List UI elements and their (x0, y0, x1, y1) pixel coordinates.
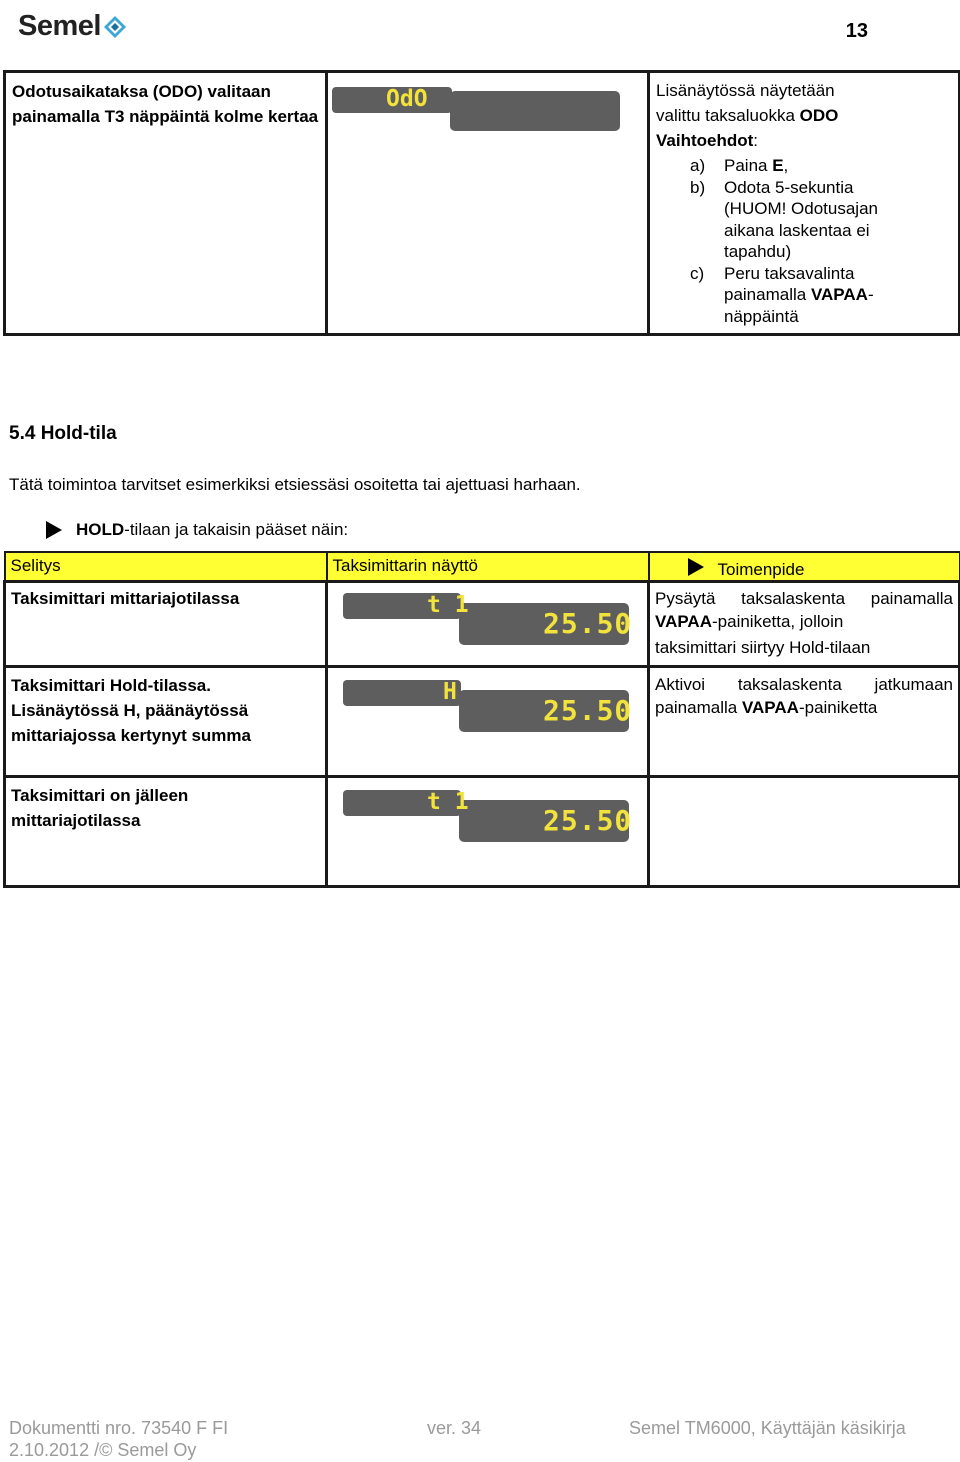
display-cell (327, 581, 649, 666)
odo-info-line3: Vaihtoehdot: (656, 131, 759, 150)
desc-cell: Taksimittari Hold-tilassa. Lisänäytössä H, päänäytössä mittariajossa kertynyt summa (5, 666, 327, 776)
bullet-line (46, 520, 348, 540)
header-cell: Selitys (5, 552, 327, 581)
triangle-bullet-icon (688, 558, 704, 576)
list-item: (HUOM! Odotusajan (724, 199, 878, 218)
bullet-text: HOLD-tilaan ja takaisin pääset näin: (76, 520, 349, 539)
desc-cell: Taksimittari mittariajotilassa (5, 581, 327, 666)
list-item: c) Peru taksavalinta (690, 263, 855, 283)
display-cell (327, 776, 649, 886)
odo-display-cell (327, 72, 649, 335)
odo-desc-cell (5, 72, 327, 335)
lcd-secondary-text: t 1 (427, 788, 469, 815)
odo-info-cell (649, 72, 960, 335)
logo-text: Semel (18, 10, 101, 42)
section-intro: Tätä toimintoa tarvitset esimerkiksi etsiessäsi osoitetta tai ajettuasi harhaan. (9, 475, 581, 494)
footer-doc-number: Dokumentti nro. 73540 F FI (9, 1418, 229, 1438)
header-cell: Taksimittarin näyttö (327, 552, 649, 581)
display-cell (327, 666, 649, 776)
table-row (5, 776, 960, 886)
footer-manual-title: Semel TM6000, Käyttäjän käsikirja (629, 1418, 906, 1438)
odo-info-line1: Lisänäytössä näytetään (656, 81, 835, 100)
list-item: painamalla VAPAA- (724, 285, 874, 304)
list-item: a) Paina E, (690, 156, 789, 175)
action-cell-empty (649, 776, 960, 886)
footer-date: 2.10.2012 /© Semel Oy (9, 1440, 197, 1460)
lcd-main (450, 91, 620, 131)
lcd-main-text: 25.50 (543, 606, 633, 640)
list-item: b) Odota 5-sekuntia (690, 177, 854, 197)
lcd-secondary-text: OdO (386, 86, 428, 112)
lcd-secondary-text: t 1 (427, 591, 469, 618)
company-logo (18, 10, 126, 43)
taximeter-display (343, 680, 643, 740)
header-cell: Toimenpide (649, 552, 960, 581)
taximeter-display-odo (332, 87, 632, 147)
lcd-main-text: 25.50 (543, 693, 633, 727)
table-row (5, 581, 960, 666)
footer-version: ver. 34 (427, 1418, 482, 1438)
page-number: 13 (845, 20, 868, 42)
desc-cell: Taksimittari on jälleen mittariajotilassa (5, 776, 327, 886)
list-item: tapahdu) (724, 242, 792, 261)
list-item: näppäintä (724, 306, 799, 326)
lcd-secondary-text: H (443, 678, 457, 705)
odo-table (3, 70, 960, 336)
list-item: aikana laskentaa ei (724, 220, 870, 240)
table-header-row (5, 552, 960, 581)
section-title: 5.4 Hold-tila (9, 423, 117, 444)
table-row (5, 666, 960, 776)
action-cell: Pysäytä taksalaskenta painamalla VAPAA-painiketta, jolloin taksimittari siirtyy Hold-tilaan (649, 581, 960, 666)
diamond-logo-icon (104, 16, 126, 38)
odo-options-list (656, 155, 952, 327)
odo-desc: Odotusaikataksa (ODO) valitaan painamalla T3 näppäintä kolme kertaa (12, 82, 319, 126)
triangle-bullet-icon (46, 521, 62, 539)
action-cell: Aktivoi taksalaskenta jatkumaan painamalla VAPAA-painiketta (649, 666, 960, 776)
odo-info-line2: valittu taksaluokka ODO (656, 106, 839, 125)
taximeter-display (343, 790, 643, 850)
hold-table (3, 551, 960, 888)
lcd-main-text: 25.50 (543, 803, 633, 837)
taximeter-display (343, 593, 643, 653)
